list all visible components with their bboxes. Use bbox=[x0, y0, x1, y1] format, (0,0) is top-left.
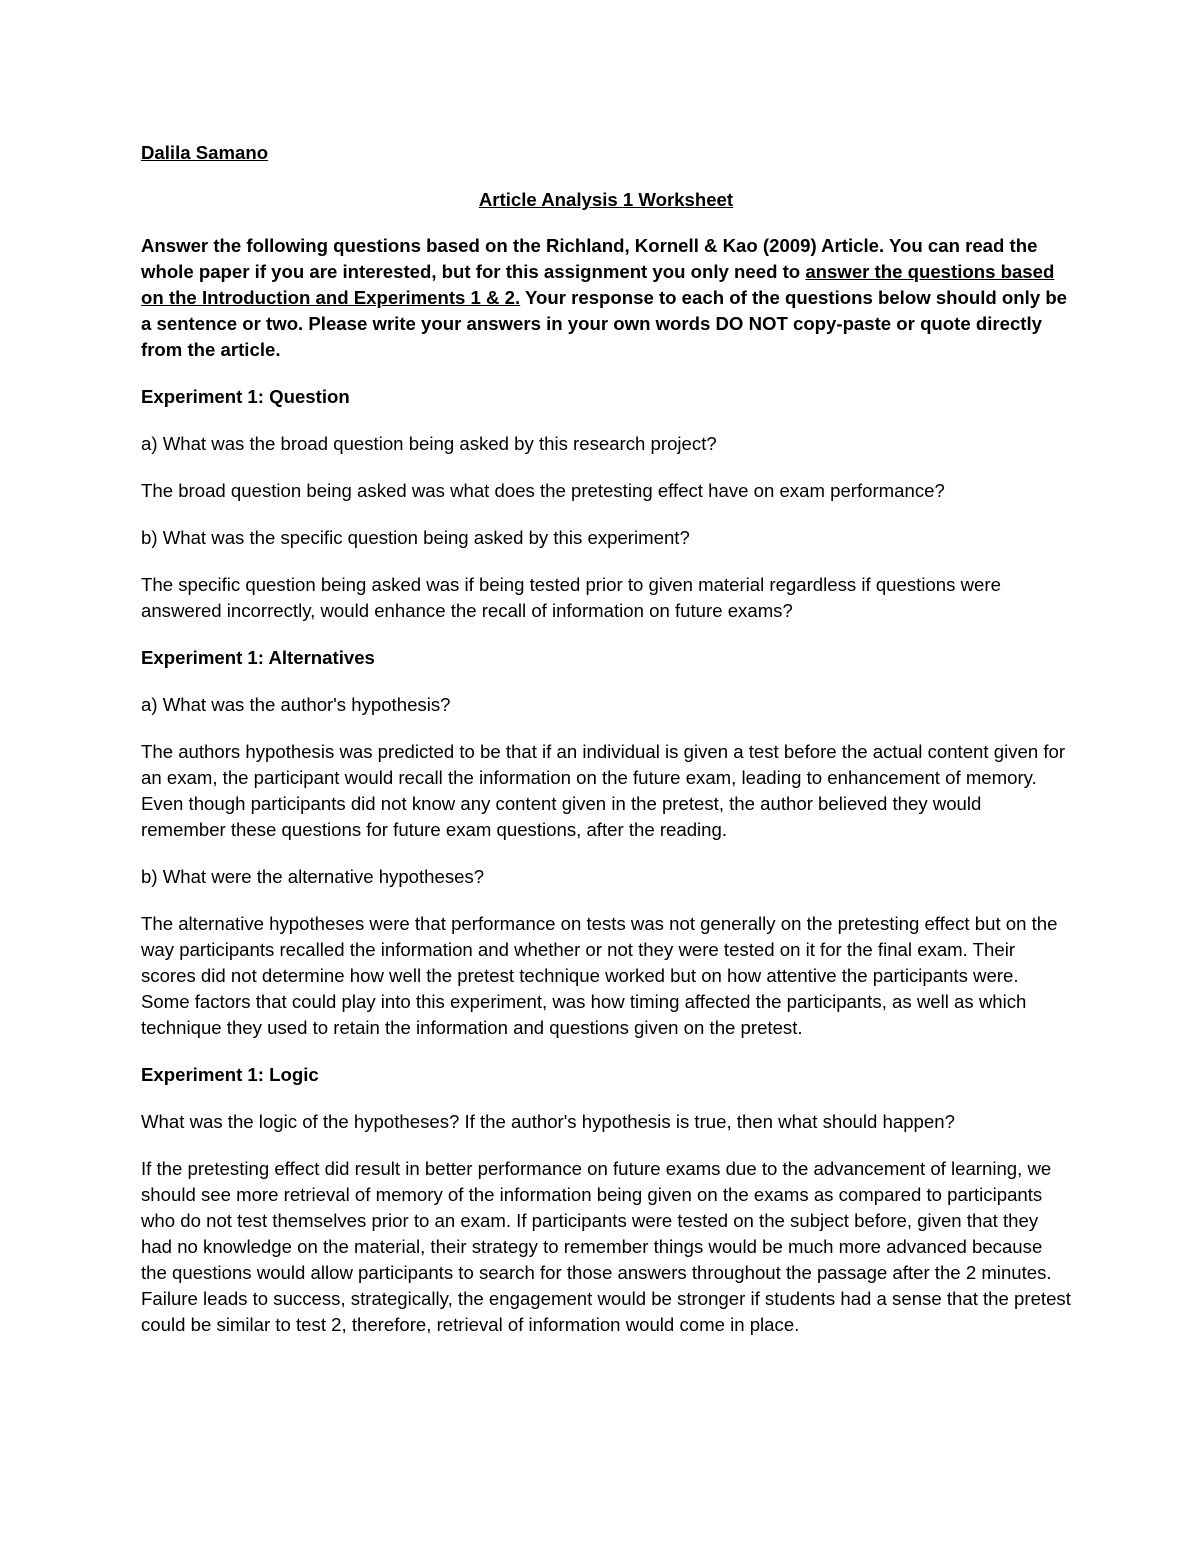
answer-text: The specific question being asked was if being tested prior to given material regardless if questions were answered incorrectly, would enhance the recall of information on future exams? bbox=[141, 574, 1001, 621]
section-heading-alternatives: Experiment 1: Alternatives bbox=[141, 647, 375, 668]
instructions-text-2: Your response to each of the questions below should only be a sentence or two. Please write your answers in your own words DO NOT copy-paste or quote directly from the article. bbox=[141, 287, 1068, 360]
document-title: Article Analysis 1 Worksheet bbox=[478, 189, 734, 210]
section-heading-question: Experiment 1: Question bbox=[141, 386, 350, 407]
instructions-text-1: Answer the following questions based on the Richland, Kornell & Kao (2009) Article. You can read the whole paper if you are interested, but for this assignment you only need to bbox=[141, 235, 1038, 282]
answer-text: The authors hypothesis was predicted to be that if an individual is given a test before the actual content given for an exam, the participant would recall the information on the future exam, leading to enhancement of memory. Even though participants did not know any content given in the pretest, the author believed they would remember these questions for future exam questions, after the reading. bbox=[141, 741, 1066, 840]
question-text: b) What were the alternative hypotheses? bbox=[141, 866, 485, 887]
question-text: What was the logic of the hypotheses? If the author's hypothesis is true, then what should happen? bbox=[141, 1111, 955, 1132]
question-text: a) What was the author's hypothesis? bbox=[141, 694, 451, 715]
instructions-underlined: answer the questions based on the Introduction and Experiments 1 & 2. bbox=[141, 261, 1055, 308]
question-text: b) What was the specific question being asked by this experiment? bbox=[141, 527, 690, 548]
author-name: Dalila Samano bbox=[141, 142, 269, 163]
answer-text: If the pretesting effect did result in better performance on future exams due to the advancement of learning, we should see more retrieval of memory of the information being given on the exams as compared to participants who do not test themselves prior to an exam. If participants were tested on the subject before, given that they had no knowledge on the material, their strategy to remember things would be much more advanced because the questions would allow participants to search for those answers throughout the passage after the 2 minutes. Failure leads to success, strategically, the engagement would be stronger if students had a sense that the pretest could be similar to test 2, therefore, retrieval of information would come in place. bbox=[141, 1158, 1071, 1335]
answer-text: The broad question being asked was what does the pretesting effect have on exam performance? bbox=[141, 480, 945, 501]
answer-text: The alternative hypotheses were that performance on tests was not generally on the pretesting effect but on the way participants recalled the information and whether or not they were tested on it for the final exam. Their scores did not determine how well the pretest technique worked but on how attentive the participants were. Some factors that could play into this experiment, was how timing affected the participants, as well as which technique they used to retain the information and questions given on the pretest. bbox=[141, 913, 1058, 1038]
instructions bbox=[141, 233, 1071, 363]
section-heading-logic: Experiment 1: Logic bbox=[141, 1064, 319, 1085]
question-text: a) What was the broad question being asked by this research project? bbox=[141, 433, 717, 454]
document-page bbox=[141, 140, 1071, 1359]
